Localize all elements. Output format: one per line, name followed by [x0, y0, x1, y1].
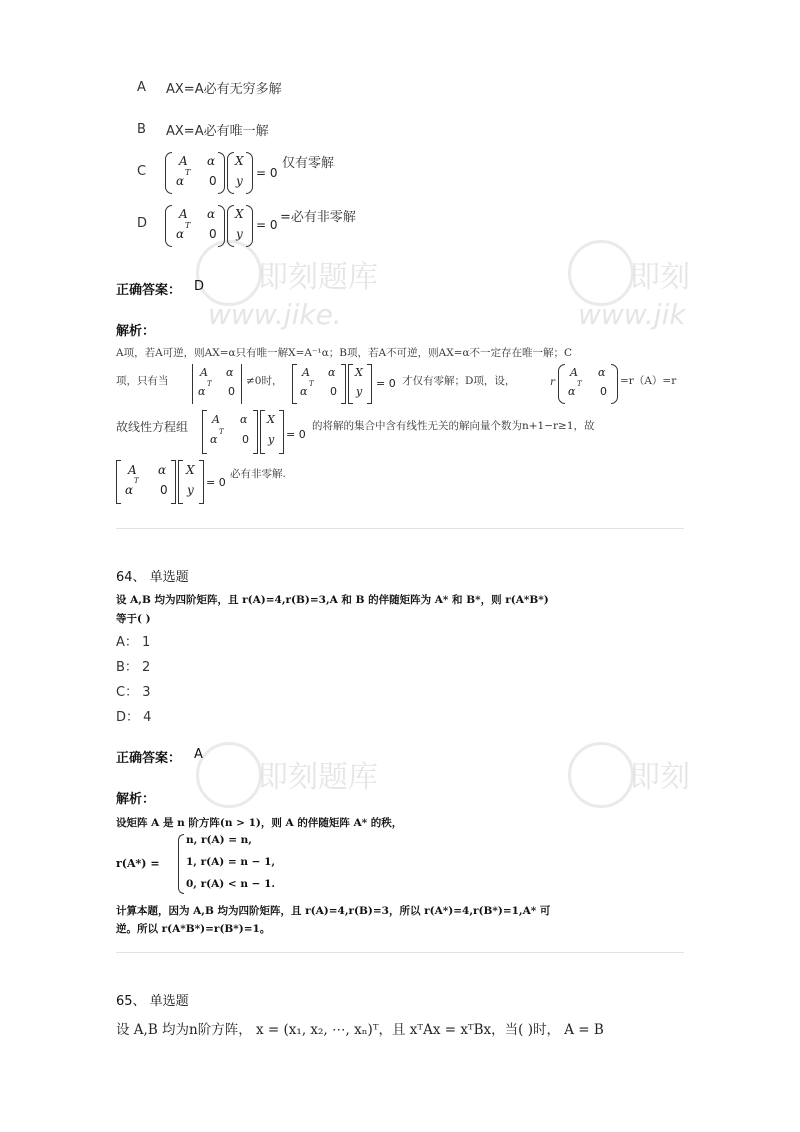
question-stem-cont: 等于( ) — [116, 613, 151, 625]
rank-matrix: A α α T 0 — [558, 364, 618, 404]
question-header: 65、 单选题 — [116, 994, 189, 1009]
option-d[interactable]: D： 4 — [116, 710, 152, 725]
watermark-brand-partial: 即刻 — [630, 760, 690, 795]
watermark-brand: 即刻题库 — [258, 760, 378, 795]
question-stem: 设 A,B 均为n阶方阵， x = (x₁, x₂, ⋯, xₙ)ᵀ，且 xᵀAx = xᵀBx，当( )时， A = B — [116, 1022, 604, 1038]
analysis-line: 逆。所以 r(A*B*)=r(B*)=1。 — [116, 923, 271, 935]
analysis-label: 解析： — [116, 324, 156, 339]
answer-value: A — [194, 747, 203, 762]
analysis-text: 的将解的集合中含有线性无关的解向量个数为n+1−r≥1，故 — [312, 420, 595, 432]
rank-lhs: r(A*) = — [116, 857, 160, 870]
analysis-line: 计算本题，因为 A,B 均为四阶矩阵，且 r(A)=4,r(B)=3，所以 r(A*)=4,r(B*)=1,A* 可 — [116, 905, 551, 917]
analysis-text: ≠0时， — [246, 375, 283, 387]
watermark-panda-icon — [196, 240, 262, 306]
option-text-b: AX=A必有唯一解 — [166, 124, 269, 139]
analysis-line: 设矩阵 A 是 n 阶方阵(n > 1)，则 A 的伴随矩阵 A* 的秩， — [116, 817, 403, 829]
option-letter-a: A — [137, 80, 146, 95]
question-header: 64、 单选题 — [116, 570, 189, 585]
option-c-suffix: 仅有零解 — [282, 156, 335, 171]
option-text-a: AX=A必有无穷多解 — [166, 82, 282, 97]
option-c[interactable]: C： 3 — [116, 685, 151, 700]
answer-value: D — [194, 279, 205, 294]
option-d-eq: = 0 — [256, 218, 278, 232]
case-line: 1, r(A) = n − 1, — [186, 856, 276, 868]
question-stem: 设 A,B 均为四阶矩阵，且 r(A)=4,r(B)=3,A 和 B 的伴随矩阵为 A* 和 B*，则 r(A*B*) — [116, 594, 549, 606]
analysis-text: 故线性方程组 — [116, 420, 189, 434]
option-letter-d: D — [137, 216, 148, 231]
watermark-panda-icon — [196, 742, 262, 808]
eq-zero: = 0 — [376, 377, 396, 390]
option-letter-c: C — [137, 164, 147, 179]
eq-zero: = 0 — [206, 476, 226, 489]
answer-label: 正确答案： — [116, 283, 182, 298]
watermark-brand: 即刻题库 — [258, 260, 378, 295]
determinant: A α α T 0 — [192, 364, 242, 404]
watermark-url-partial: www.jik — [578, 298, 686, 331]
option-c-matrix: A α α T 0 X y — [165, 152, 261, 194]
section-divider — [116, 528, 684, 529]
option-d-suffix: =必有非零解 — [280, 210, 356, 225]
eq-zero: = 0 — [286, 428, 306, 441]
watermark-brand-partial: 即刻 — [630, 260, 690, 295]
rank-r: r — [550, 376, 556, 388]
analysis-text: 才仅有零解；D项，设， — [402, 375, 516, 387]
option-d-matrix: A α α T 0 X y — [165, 205, 261, 247]
option-c-eq: = 0 — [256, 166, 278, 180]
analysis-text: 项，只有当 — [116, 375, 169, 387]
system-matrix: A α α T 0 X y — [202, 410, 306, 454]
final-matrix: A α α T 0 X y — [116, 460, 226, 504]
option-b[interactable]: B： 2 — [116, 660, 151, 675]
answer-label: 正确答案： — [116, 751, 182, 766]
section-divider — [116, 952, 684, 953]
watermark-url: www.jike. — [208, 298, 342, 331]
analysis-label: 解析： — [116, 792, 156, 807]
analysis-text: =r（A）=r — [620, 375, 677, 387]
analysis-line: A项，若A可逆，则AX=α只有唯一解X=A⁻¹α；B项，若A不可逆，则AX=α不一定存在唯一解；C — [116, 347, 573, 359]
case-brace — [178, 834, 184, 894]
bracket-matrix: A α α T 0 X y — [292, 364, 376, 404]
analysis-text: 必有非零解. — [230, 468, 286, 480]
watermark-panda-icon — [568, 742, 634, 808]
case-line: 0, r(A) < n − 1. — [186, 878, 276, 890]
option-letter-b: B — [137, 122, 146, 137]
option-a[interactable]: A： 1 — [116, 635, 151, 650]
case-line: n, r(A) = n, — [186, 834, 252, 846]
watermark-panda-icon — [568, 240, 634, 306]
